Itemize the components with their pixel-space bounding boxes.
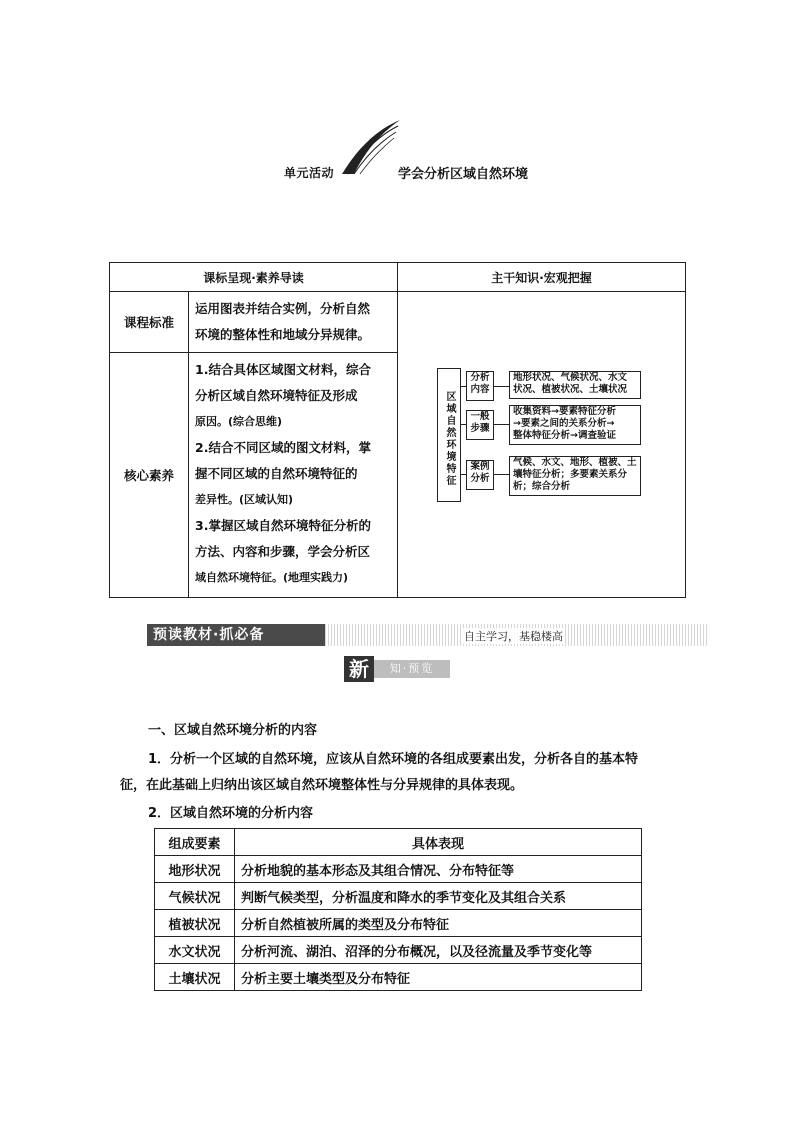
- branch-label: 分析: [470, 372, 490, 383]
- diagram-root-box: [437, 368, 461, 502]
- literacy-text: [189, 353, 398, 598]
- detail-cell: 判断气候类型，分析温度和降水的季节变化及其组合关系: [235, 883, 642, 910]
- detail-line: →要素之间的关系分析→: [513, 418, 615, 429]
- detail-cell: 分析主要土壤类型及分布特征: [235, 964, 642, 991]
- detail-cell: 分析自然植被所属的类型及分布特征: [235, 910, 642, 937]
- section-banner: [147, 624, 707, 646]
- new-tag-char: 新: [344, 656, 374, 682]
- connector: [493, 386, 509, 387]
- detail-line: 气候、水文、地形、植被、土: [513, 457, 637, 468]
- detail-line: 壤特征分析；多要素关系分: [513, 469, 628, 480]
- row-label-standard: 课程标准: [110, 292, 189, 353]
- paragraph-line: 1．分析一个区域的自然环境，应该从自然环境的各组成要素出发，分析各自的基本特: [148, 752, 639, 767]
- literacy-item-1-line: 1.结合具体区域图文材料，综合: [195, 362, 371, 377]
- detail-line: 地形状况、气候状况、水文: [513, 372, 628, 383]
- branch-label: 案例: [470, 461, 490, 472]
- branch-label: 一般: [470, 411, 490, 422]
- literacy-item-2-line: 2.结合不同区域的图文材料，掌: [195, 440, 371, 455]
- literacy-item-1-line: 分析区域自然环境特征及形成: [195, 388, 358, 403]
- table-row: [155, 910, 642, 937]
- diagram-branch-case: [466, 460, 494, 490]
- table-row: [155, 964, 642, 991]
- diagram-detail-content: [509, 371, 641, 399]
- overview-col1-header: 课标呈现·素养导读: [110, 263, 398, 292]
- swoosh-logo-icon: [340, 118, 402, 176]
- banner-subtitle: 自主学习，基稳楼高: [464, 630, 563, 643]
- detail-cell: 分析河流、湖泊、沼泽的分布概况，以及径流量及季节变化等: [235, 937, 642, 964]
- unit-label: 单元活动: [284, 166, 335, 180]
- literacy-item-3-line: 3.掌握区域自然环境特征分析的: [195, 518, 371, 533]
- overview-row-standard: [110, 292, 686, 353]
- concept-diagram: [437, 368, 643, 502]
- banner-title: 预读教材·抓必备: [147, 624, 325, 646]
- diagram-detail-case: [509, 456, 641, 496]
- overview-col2-header: 主干知识·宏观把握: [398, 263, 686, 292]
- diagram-detail-steps: [509, 405, 641, 445]
- table-row: [155, 856, 642, 883]
- diagram-branch-content: [466, 371, 494, 401]
- element-cell: 土壤状况: [155, 964, 235, 991]
- content-col1-header: 组成要素: [155, 829, 235, 856]
- content-table: [154, 828, 642, 991]
- literacy-item-2-line: 握不同区域的自然环境特征的: [195, 466, 358, 481]
- branch-label: 分析: [470, 473, 490, 484]
- literacy-item-2-line: 差异性。(区域认知): [195, 493, 294, 506]
- content-header-row: [155, 829, 642, 856]
- connector: [493, 474, 509, 475]
- detail-line: 状况、植被状况、土壤状况: [513, 384, 628, 395]
- standard-text-line: 运用图表并结合实例，分析自然: [195, 301, 371, 316]
- connector: [493, 424, 509, 425]
- standard-text: [189, 292, 398, 353]
- branch-label: 步骤: [470, 423, 490, 434]
- table-row: [155, 883, 642, 910]
- element-cell: 地形状况: [155, 856, 235, 883]
- diagram-root-label: 区域自然环境特征: [444, 391, 455, 487]
- row-label-literacy: 核心素养: [110, 353, 189, 598]
- overview-header-row: [110, 263, 686, 292]
- literacy-item-3-line: 方法、内容和步骤，学会分析区: [195, 544, 371, 559]
- literacy-item-1-line: 原因。(综合思维): [195, 415, 283, 428]
- standard-text-line: 环境的整体性和地域分异规律。: [195, 327, 371, 342]
- content-col2-header: 具体表现: [235, 829, 642, 856]
- literacy-item-3-line: 域自然环境特征。(地理实践力): [195, 571, 349, 584]
- detail-line: 析；综合分析: [513, 481, 571, 492]
- detail-cell: 分析地貌的基本形态及其组合情况、分布特征等: [235, 856, 642, 883]
- element-cell: 水文状况: [155, 937, 235, 964]
- diagram-branch-steps: [466, 410, 494, 440]
- branch-label: 内容: [470, 384, 490, 395]
- new-knowledge-tag: [344, 656, 450, 682]
- unit-title: 学会分析区域自然环境: [398, 167, 529, 182]
- element-cell: 气候状况: [155, 883, 235, 910]
- element-cell: 植被状况: [155, 910, 235, 937]
- detail-line: 整体特征分析→调查验证: [513, 430, 616, 441]
- detail-line: 收集资料→要素特征分析: [513, 406, 616, 417]
- subsection-heading: 2．区域自然环境的分析内容: [148, 806, 314, 821]
- table-row: [155, 937, 642, 964]
- paragraph-line: 征，在此基础上归纳出该区域自然环境整体性与分异规律的具体表现。: [120, 778, 524, 793]
- new-tag-rest: 知·预览: [374, 660, 450, 678]
- section-heading: 一、区域自然环境分析的内容: [148, 723, 318, 738]
